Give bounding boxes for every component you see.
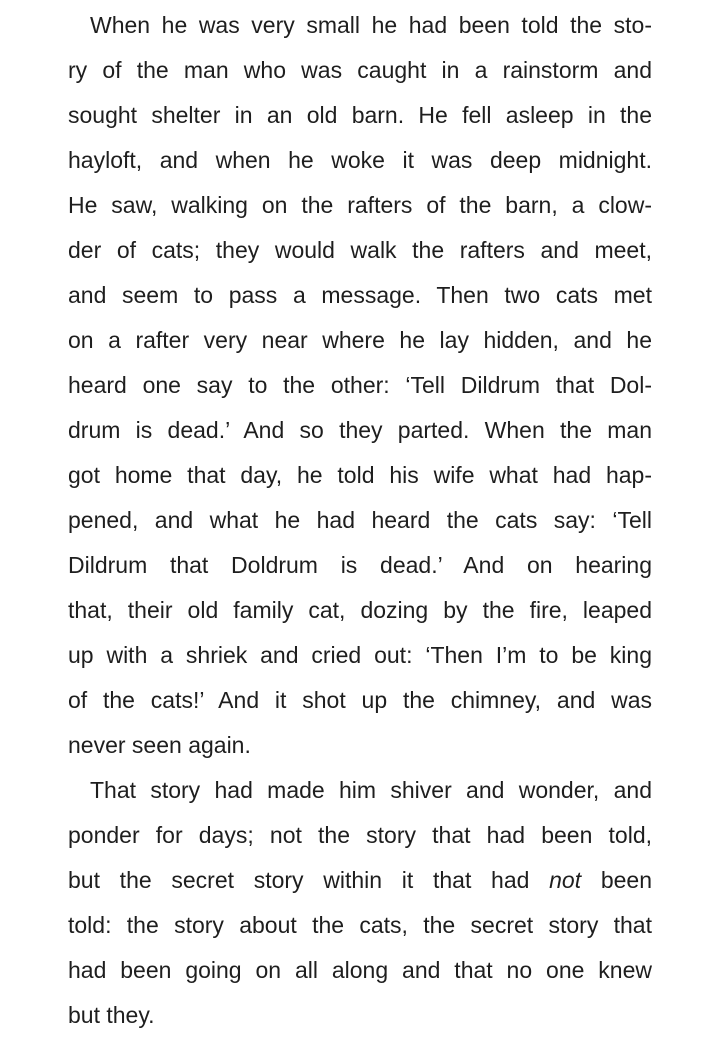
- text-line: drum is dead.’ And so they parted. When the man: [68, 417, 652, 443]
- text-line: ponder for days; not the story that had been told,: [68, 822, 652, 848]
- text-line: ry of the man who was caught in a rainstorm and: [68, 57, 652, 83]
- text-line: He saw, walking on the rafters of the barn, a clow-: [68, 192, 652, 218]
- text-segment: but the secret story within it that had: [68, 867, 530, 893]
- text-line: of the cats!’ And it shot up the chimney, and was: [68, 687, 652, 713]
- text-line: got home that day, he told his wife what had hap-: [68, 462, 652, 488]
- text-line: That story had made him shiver and wonder, and: [90, 777, 652, 803]
- paragraph-1: [68, 3, 652, 768]
- text-line: When he was very small he had been told the sto-: [90, 12, 652, 38]
- text-line: Dildrum that Doldrum is dead.’ And on hearing: [68, 552, 652, 578]
- text-line: and seem to pass a message. Then two cats met: [68, 282, 652, 308]
- text-line: that, their old family cat, dozing by the fire, leaped: [68, 597, 652, 623]
- text-line-with-italic: [68, 858, 652, 903]
- text-line: but they.: [68, 1002, 155, 1028]
- text-line: on a rafter very near where he lay hidden, and he: [68, 327, 652, 353]
- text-line: der of cats; they would walk the rafters and meet,: [68, 237, 652, 263]
- text-body: [68, 3, 652, 1038]
- text-line: told: the story about the cats, the secret story that: [68, 912, 652, 938]
- text-line: pened, and what he had heard the cats say: ‘Tell: [68, 507, 652, 533]
- text-line: up with a shriek and cried out: ‘Then I’m to be king: [68, 642, 652, 668]
- paragraph-2: [68, 768, 652, 1038]
- italic-word: not: [549, 867, 582, 893]
- text-line: heard one say to the other: ‘Tell Dildrum that Dol-: [68, 372, 652, 398]
- text-line: hayloft, and when he woke it was deep midnight.: [68, 147, 652, 173]
- text-line: never seen again.: [68, 732, 251, 758]
- text-line: sought shelter in an old barn. He fell asleep in the: [68, 102, 652, 128]
- text-segment: been: [600, 867, 653, 893]
- text-line: had been going on all along and that no one knew: [68, 957, 652, 983]
